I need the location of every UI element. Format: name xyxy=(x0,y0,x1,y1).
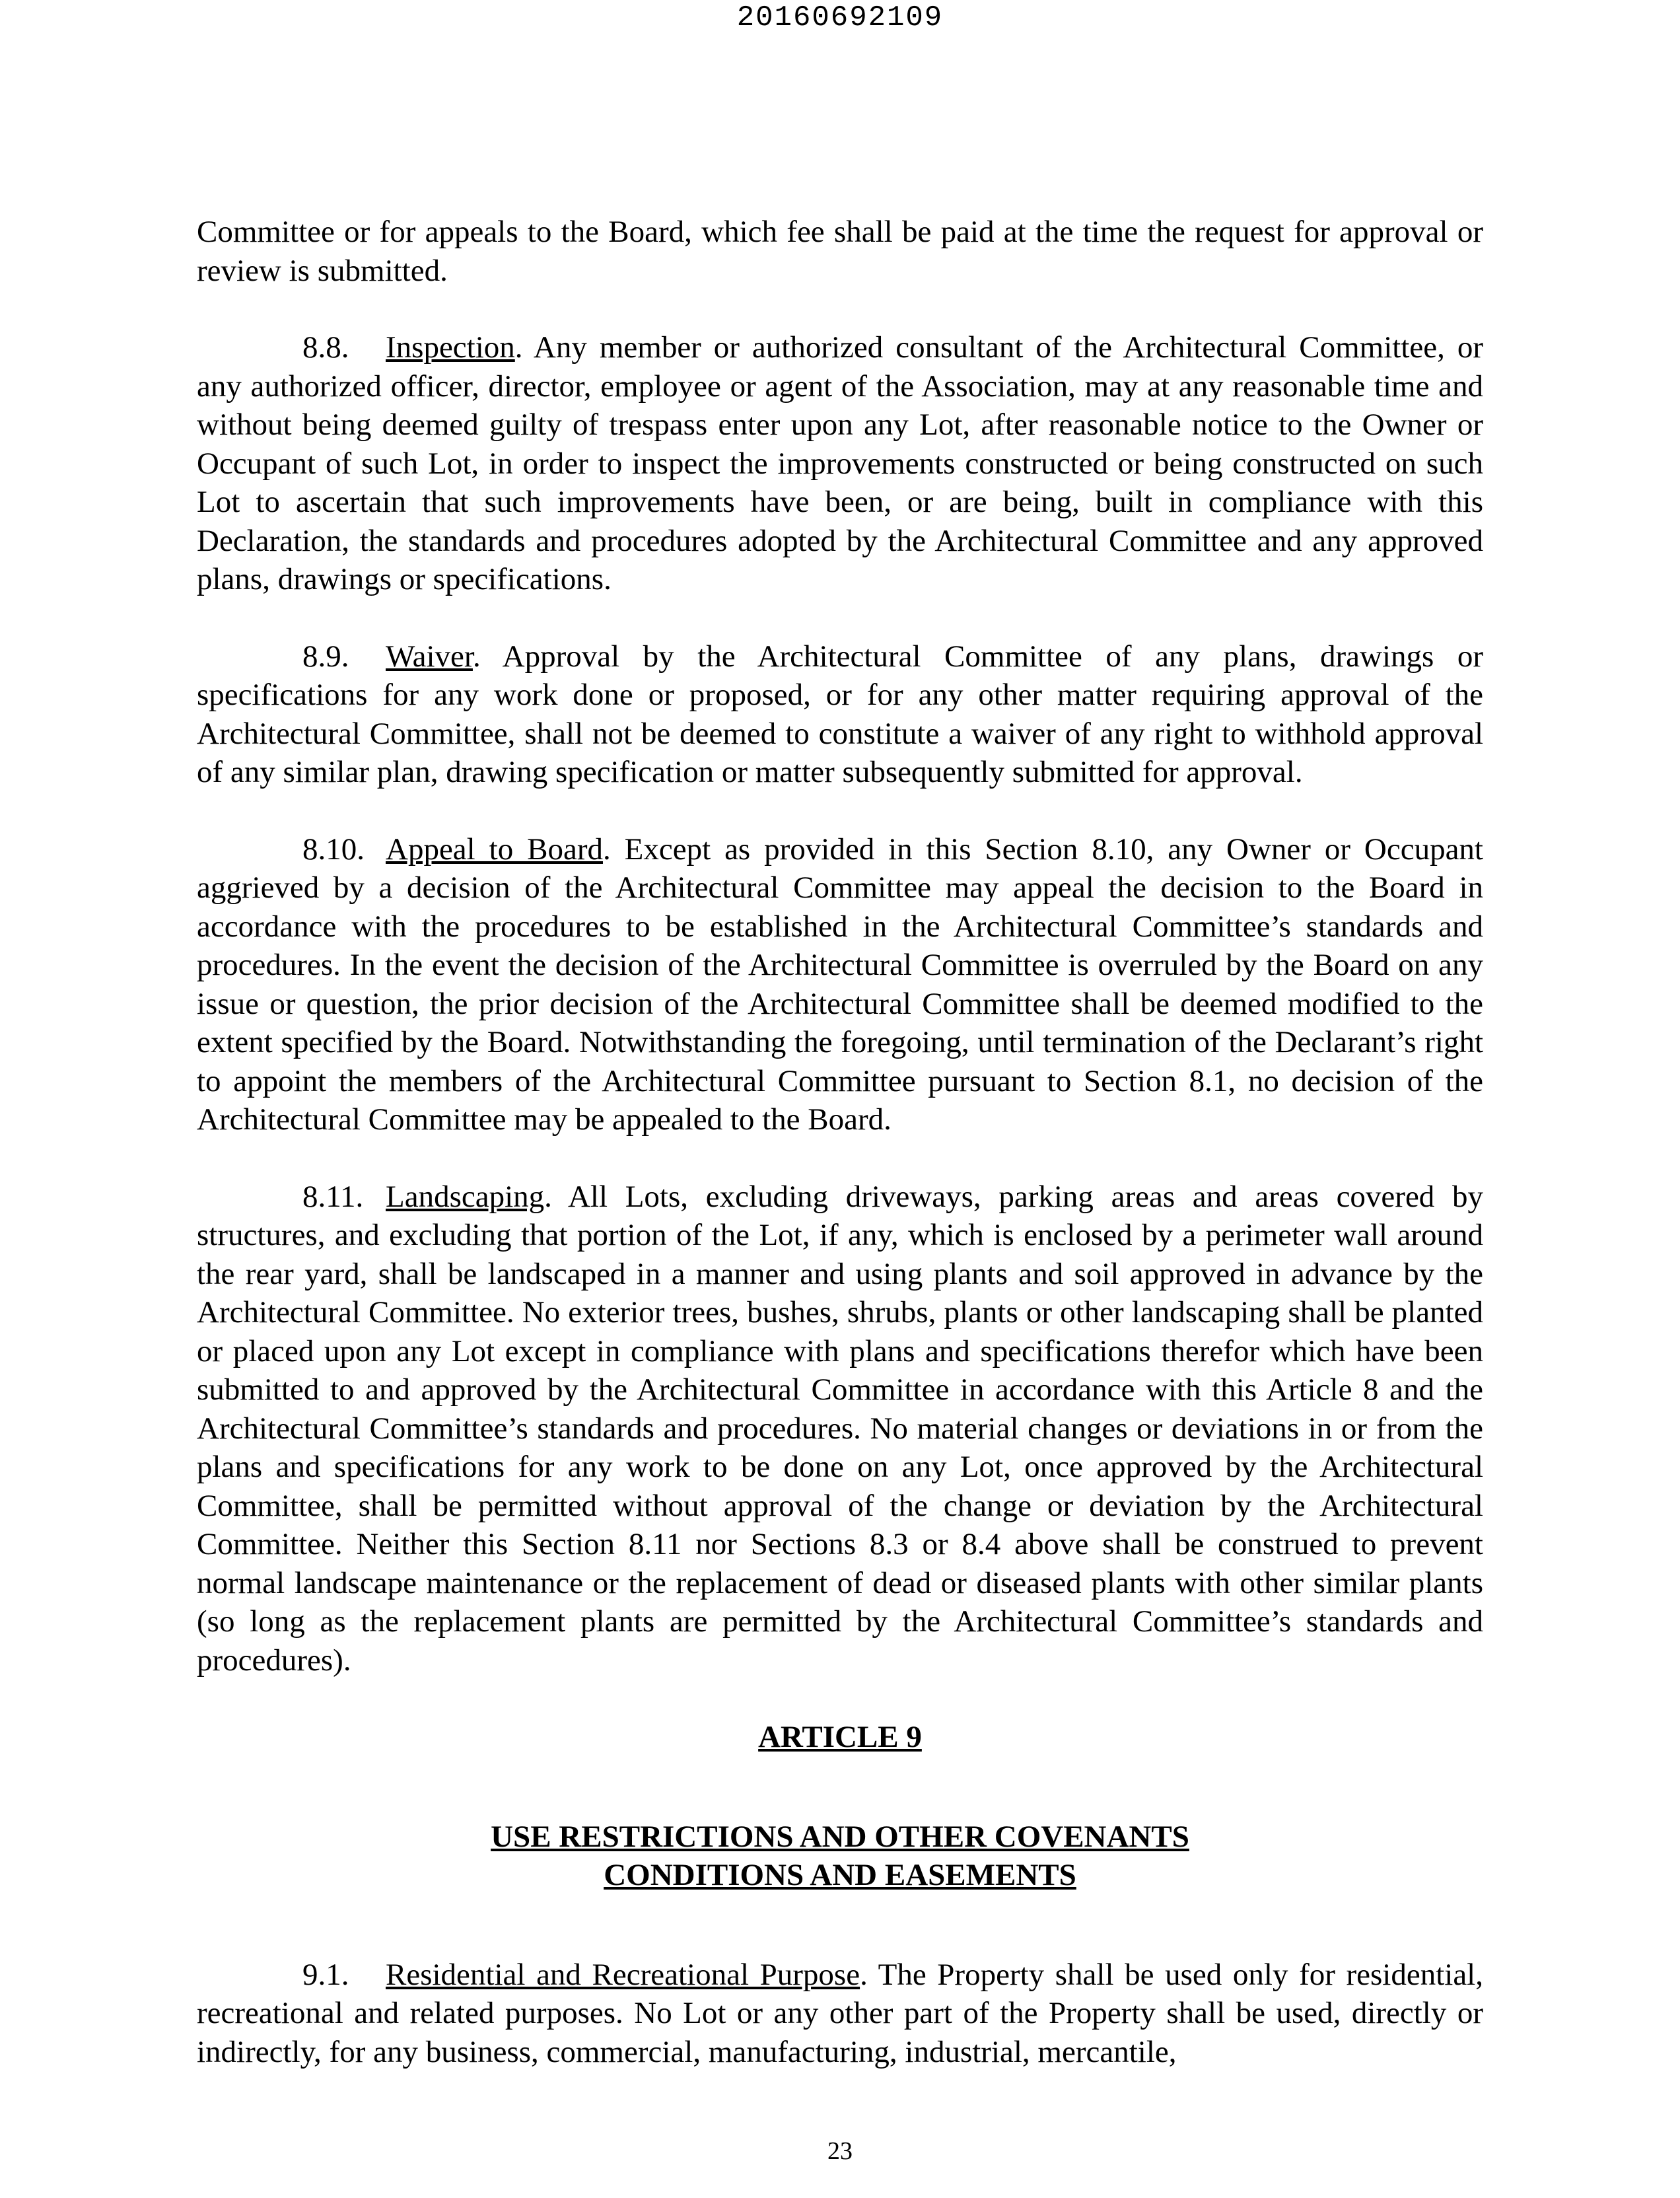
article-subtitle-line1: USE RESTRICTIONS AND OTHER COVENANTS xyxy=(491,1819,1189,1854)
section-number: 8.8. xyxy=(302,330,349,365)
section-heading: Appeal to Board xyxy=(386,832,603,867)
section-number: 9.1. xyxy=(302,1957,349,1992)
section-text: . Any member or authorized consultant of the Architectural Committee, or any authorized officer, director, employee or agent of the Association, may at any reasonable time and without being deemed guilty of trespass enter upon any Lot, after reasonable notice to the Owner or Occupant of such Lot, in order to inspect the improvements constructed or being constructed on such Lot to ascertain that such improvements have been, or are being, built in compliance with this Declaration, the standards and procedures adopted by the Architectural Committee and any approved plans, drawings or specifications. xyxy=(197,330,1483,596)
section-text: . All Lots, excluding driveways, parking areas and areas covered by structures, and excluding that portion of the Lot, if any, which is enclosed by a perimeter wall around the rear yard, shall be landscaped in a manner and using plants and soil approved in advance by the Architectural Committee. No exterior trees, bushes, shrubs, plants or other landscaping shall be planted or placed upon any Lot except in compliance with plans and specifications therefor which have been submitted to and approved by the Architectural Committee in accordance with this Article 8 and the Architectural Committee’s standards and procedures. No material changes or deviations in or from the plans and specifications for any work to be done on any Lot, once approved by the Architectural Committee, shall be permitted without approval of the change or deviation by the Architectural Committee. Neither this Section 8.11 nor Sections 8.3 or 8.4 above shall be construed to prevent normal landscape maintenance or the replacement of dead or diseased plants with other similar plants (so long as the replacement plants are permitted by the Architectural Committee’s standards and procedures). xyxy=(197,1179,1483,1678)
page-number: 23 xyxy=(827,2137,853,2165)
section-heading: Waiver xyxy=(386,639,473,674)
section-text: . The Property shall be used only for residential, recreational and related purposes. No Lot or any other part of the Property shall be used, directly or indirectly, for any business, commercial, manufacturing, industrial, mercantile, xyxy=(197,1957,1483,2069)
section-8-9 xyxy=(197,637,1483,792)
section-heading: Landscaping xyxy=(386,1179,545,1214)
section-8-8 xyxy=(197,328,1483,599)
section-text: . Except as provided in this Section 8.10, any Owner or Occupant aggrieved by a decision of the Architectural Committee may appeal the decision to the Board in accordance with the procedures to be established in the Architectural Committee’s standards and procedures. In the event the decision of the Architectural Committee is overruled by the Board on any issue or question, the prior decision of the Architectural Committee shall be deemed modified to the extent specified by the Board. Notwithstanding the foregoing, until termination of the Declarant’s right to appoint the members of the Architectural Committee pursuant to Section 8.1, no decision of the Architectural Committee may be appealed to the Board. xyxy=(197,832,1483,1137)
section-number: 8.10. xyxy=(302,832,365,867)
article-subtitle-line2: CONDITIONS AND EASEMENTS xyxy=(604,1858,1076,1892)
section-heading: Residential and Recreational Purpose xyxy=(386,1957,860,1992)
section-number: 8.11. xyxy=(302,1179,364,1214)
document-body xyxy=(197,213,1483,2071)
article-title: ARTICLE 9 xyxy=(758,1720,922,1754)
section-8-11 xyxy=(197,1178,1483,1680)
document-number: 20160692109 xyxy=(736,1,944,34)
section-text: . Approval by the Architectural Committee of any plans, drawings or specifications for any work done or proposed, or for any other matter requiring approval of the Architectural Committee, shall not be deemed to constitute a waiver of any right to withhold approval of any similar plan, drawing specification or matter subsequently submitted for approval. xyxy=(197,639,1483,789)
section-heading: Inspection xyxy=(386,330,515,365)
section-9-1 xyxy=(197,1956,1483,2072)
section-number: 8.9. xyxy=(302,639,349,674)
section-8-10 xyxy=(197,830,1483,1139)
continuation-paragraph: Committee or for appeals to the Board, which fee shall be paid at the time the request for approval or review is submitted. xyxy=(197,215,1483,288)
